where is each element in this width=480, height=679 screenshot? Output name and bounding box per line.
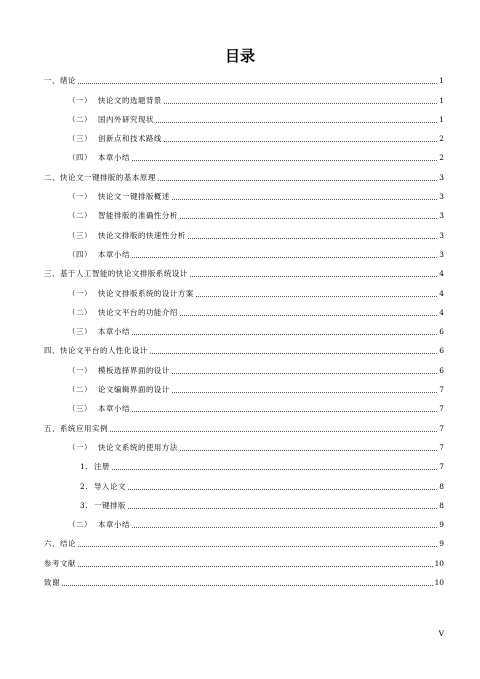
toc-entry-page: 2 [439,153,444,163]
toc-entry-number: 三、 [44,269,60,279]
toc-dot-leader [156,121,437,123]
toc-entry-title: 本章小结 [98,404,130,414]
toc-entry[interactable] [0,321,480,340]
page-title: 目录 [224,47,255,65]
toc-entry-title: 参考文献 [44,558,76,568]
toc-entry-number: （二） [68,211,92,221]
toc-entry-number: （二） [68,114,92,124]
toc-entry-page: 9 [439,520,444,530]
toc-dot-leader [180,449,437,451]
toc-entry-title: 注册 [94,462,110,472]
toc-dot-leader [150,352,437,354]
toc-entry[interactable] [0,379,480,398]
toc-entry[interactable] [0,302,480,321]
toc-entry[interactable] [0,456,480,475]
toc-entry[interactable] [0,572,480,591]
toc-dot-leader [78,545,437,547]
toc-dot-leader [132,333,437,335]
footer-page-number: V [438,629,444,638]
toc-entry-page: 3 [439,211,444,221]
toc-entry[interactable] [0,398,480,417]
toc-entry-number: （一） [68,442,92,452]
toc-entry[interactable] [0,340,480,359]
toc-dot-leader [180,217,437,219]
toc-dot-leader [112,468,437,470]
toc-dot-leader [190,275,437,277]
toc-entry-page: 4 [439,288,444,298]
toc-dot-leader [132,159,437,161]
toc-entry[interactable] [0,109,480,128]
toc-entry-number: （三） [68,134,92,144]
toc-entry[interactable] [0,89,480,108]
toc-entry[interactable] [0,282,480,301]
toc-entry-page: 2 [439,134,444,144]
toc-entry[interactable] [0,224,480,243]
toc-entry-title: 导入论文 [94,481,126,491]
toc-entry-page: 4 [439,307,444,317]
toc-entry-title: 国内外研究现状 [98,114,154,124]
toc-entry-title: 创新点和技术路线 [98,134,162,144]
toc-entry-number: （一） [68,365,92,375]
toc-dot-leader [164,102,437,104]
toc-dot-leader [78,82,437,84]
toc-entry-title: 快论文的选题背景 [98,95,162,105]
toc-entry-number: 二、 [44,172,60,182]
toc-entry-page: 3 [439,192,444,202]
toc-entry-page: 7 [439,385,444,395]
toc-entry-page: 7 [439,442,444,452]
toc-entry-page: 8 [439,481,444,491]
toc-entry[interactable] [0,166,480,185]
toc-entry-title: 一键排版 [94,500,126,510]
toc-dot-leader [128,507,437,509]
toc-entry-number: 四、 [44,346,60,356]
toc-entry[interactable] [0,147,480,166]
toc-entry[interactable] [0,495,480,514]
toc-dot-leader [110,430,437,432]
toc-entry-title: 本章小结 [98,153,130,163]
toc-entry-number: 一、 [44,76,60,86]
toc-dot-leader [128,488,437,490]
toc-entry[interactable] [0,417,480,436]
toc-entry-number: （三） [68,404,92,414]
toc-entry[interactable] [0,70,480,89]
toc-dot-leader [132,410,437,412]
toc-entry-page: 3 [439,172,444,182]
toc-dot-leader [78,565,433,567]
toc-entry-title: 基于人工智能的快论文排版系统设计 [59,269,188,279]
toc-dot-leader [188,237,437,239]
toc-entry-title: 本章小结 [98,249,130,259]
toc-entry-page: 7 [439,462,444,472]
toc-entry-title: 本章小结 [98,327,130,337]
toc-entry-number: 1. [80,462,89,472]
toc-dot-leader [196,295,437,297]
toc-entry-number: （四） [68,153,92,163]
toc-entry[interactable] [0,552,480,571]
toc-entry-title: 快论文平台的人性化设计 [59,346,148,356]
toc-dot-leader [180,314,437,316]
toc-entry-page: 7 [439,423,444,433]
toc-dot-leader [172,198,437,200]
toc-entry-number: （四） [68,249,92,259]
toc-entry-title: 快论文平台的功能介绍 [98,307,178,317]
toc-entry-title: 系统应用实例 [59,423,108,433]
toc-entry[interactable] [0,186,480,205]
toc-entry-page: 3 [439,230,444,240]
toc-entry-page: 6 [439,327,444,337]
toc-dot-leader [62,584,433,586]
toc-entry-title: 论文编辑界面的设计 [98,385,170,395]
toc-entry[interactable] [0,128,480,147]
toc-entry-title: 快论文排版的快速性分析 [98,230,186,240]
toc-entry-page: 10 [434,578,444,588]
toc-dot-leader [158,179,437,181]
toc-entry[interactable] [0,263,480,282]
toc-entry-number: （二） [68,520,92,530]
toc-entry-page: 1 [439,114,444,124]
toc-entry[interactable] [0,533,480,552]
toc-dot-leader [132,256,437,258]
toc-dot-leader [164,140,437,142]
toc-entry-number: 五、 [44,423,60,433]
toc-entry-title: 快论文一键排版概述 [98,192,170,202]
toc-entry-number: （二） [68,307,92,317]
toc-entry-title: 快论文排版系统的设计方案 [98,288,194,298]
toc-entry[interactable] [0,514,480,533]
toc-entry[interactable] [0,244,480,263]
toc-entry-number: （一） [68,288,92,298]
toc-entry[interactable] [0,475,480,494]
toc-entry-title: 致谢 [44,578,60,588]
toc-entry-title: 本章小结 [98,520,130,530]
toc-entry-title: 绪论 [59,76,76,86]
toc-entry-number: （二） [68,385,92,395]
toc-entry-number: 六、 [44,539,60,549]
toc-dot-leader [172,372,437,374]
toc-dot-leader [132,526,437,528]
toc-entry-page: 9 [439,539,444,549]
toc-entry-page: 1 [439,76,444,86]
toc-entry-title: 快论文系统的使用方法 [98,442,178,452]
toc-entry[interactable] [0,437,480,456]
toc-entry[interactable] [0,359,480,378]
toc-entry-title: 模板选择界面的设计 [98,365,170,375]
toc-entry-number: （一） [68,192,92,202]
table-of-contents [0,70,480,591]
toc-entry-page: 6 [439,365,444,375]
toc-entry-number: 2. [80,481,89,491]
toc-entry-page: 7 [439,404,444,414]
toc-entry[interactable] [0,205,480,224]
toc-entry-title: 智能排版的准确性分析 [98,211,178,221]
toc-entry-number: （一） [68,95,92,105]
toc-entry-page: 3 [439,249,444,259]
toc-entry-page: 1 [439,95,444,105]
toc-entry-page: 6 [439,346,444,356]
toc-entry-number: 3. [80,500,89,510]
toc-entry-page: 10 [434,558,444,568]
toc-entry-title: 结论 [59,539,76,549]
toc-entry-page: 4 [439,269,444,279]
toc-entry-title: 快论文一键排版的基本原理 [59,172,156,182]
toc-entry-number: （三） [68,327,92,337]
toc-entry-page: 8 [439,500,444,510]
toc-dot-leader [172,391,437,393]
toc-entry-number: （三） [68,230,92,240]
